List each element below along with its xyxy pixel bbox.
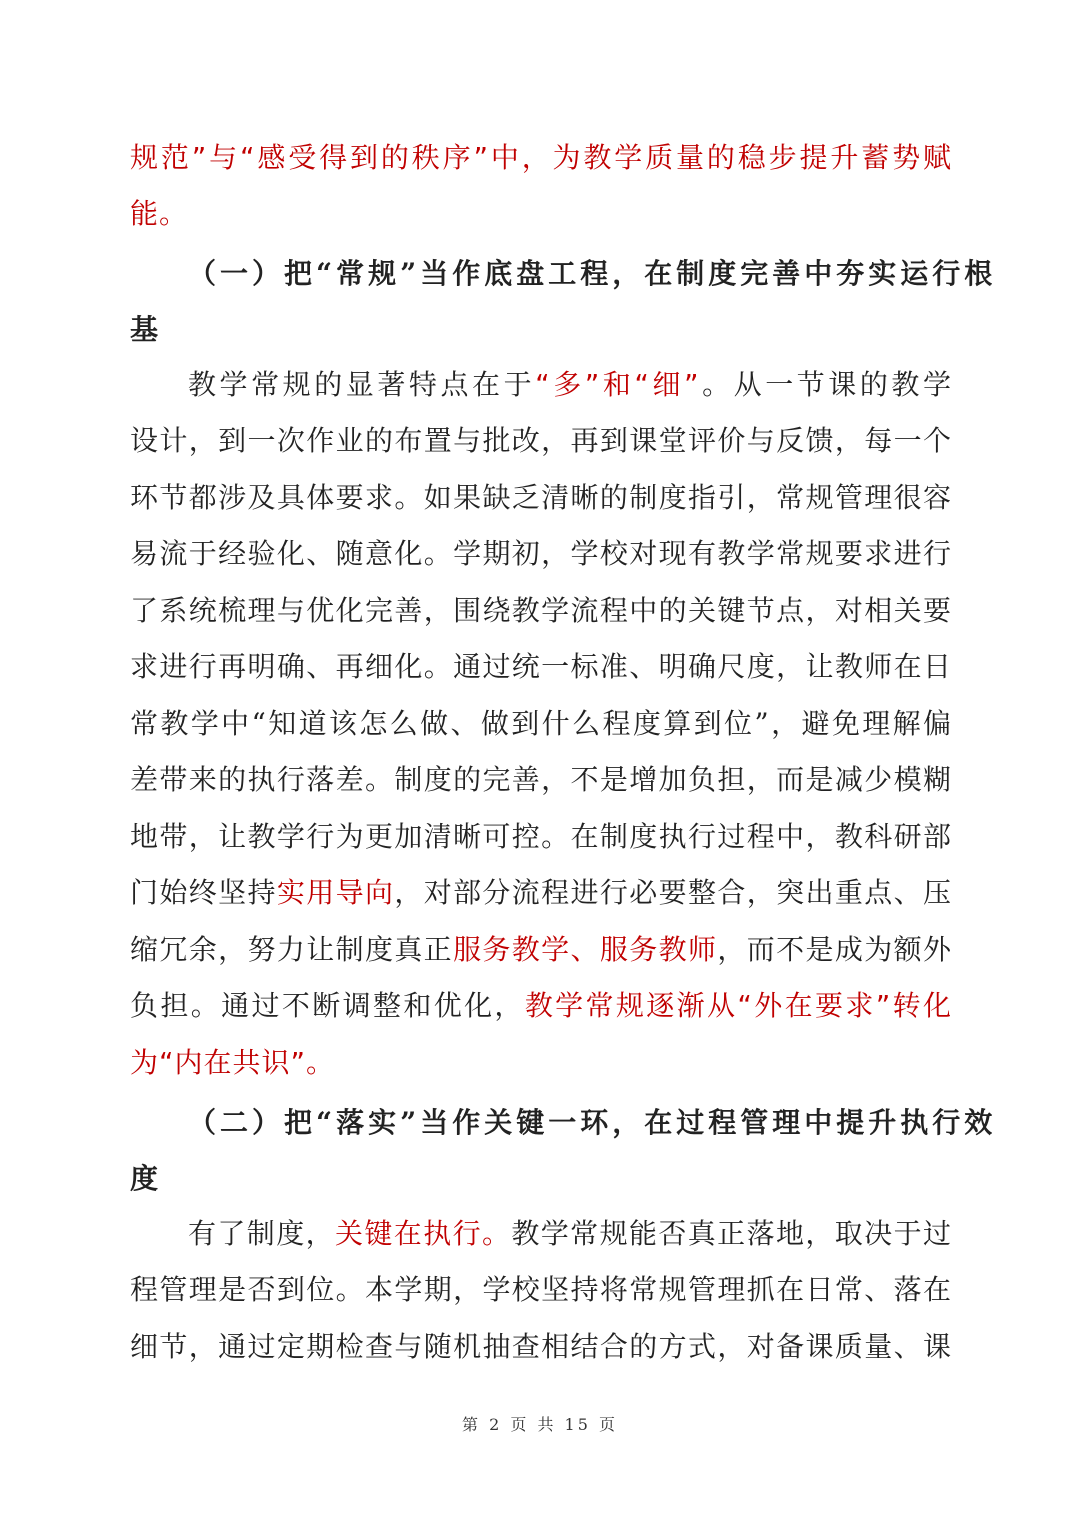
highlight-text: 服务教学、服务教师 [453,933,718,966]
paragraph-line [130,1041,952,1085]
body-text: 程管理是否到位。本学期，学校坚持将常规管理抓在日常、落在 [130,1273,952,1306]
highlight-text: 为“内在共识”。 [130,1046,336,1079]
body-text: 缩冗余，努力让制度真正 [130,933,454,966]
section-heading [130,308,952,352]
body-text: 设计，到一次作业的布置与批改，再到课堂评价与反馈，每一个 [130,424,952,457]
paragraph-line [130,1268,952,1312]
body-text: 常教学中“知道该怎么做、做到什么程度算到位”，避免理解偏 [130,707,952,740]
highlight-text: 能。 [130,197,189,230]
paragraph-line [130,702,952,746]
body-text: 有了制度， [188,1217,335,1250]
paragraph-line [188,363,952,407]
paragraph-line [130,1325,952,1369]
highlight-text: 关键在执行。 [335,1217,512,1250]
paragraph-line [130,758,952,802]
body-text: 差带来的执行落差。制度的完善，不是增加负担，而是减少模糊 [130,763,952,796]
body-text: 细节，通过定期检查与随机抽查相结合的方式，对备课质量、课 [130,1330,952,1363]
section-heading [188,1101,997,1145]
paragraph-line [130,928,952,972]
body-text: 地带，让教学行为更加清晰可控。在制度执行过程中，教科研部 [130,820,952,853]
paragraph-line [130,984,952,1028]
body-text: ，而不是成为额外 [717,933,952,966]
body-text: 教学常规能否真正落地，取决于过 [511,1217,952,1250]
section-heading [188,252,997,296]
body-text: 了系统梳理与优化完善，围绕教学流程中的关键节点，对相关要 [130,594,952,627]
section-heading [130,1157,952,1201]
paragraph-line [130,476,952,520]
body-text: 门始终坚持 [130,876,277,909]
body-text: 环节都涉及具体要求。如果缺乏清晰的制度指引，常规管理很容 [130,481,952,514]
paragraph-line [130,136,952,180]
paragraph-line [130,192,952,236]
heading-text: 度 [130,1162,163,1195]
body-text: 。从一节课的教学 [699,368,952,401]
highlight-text: 实用导向 [276,876,395,909]
page-number-footer: 第 2 页 共 15 页 [462,1415,618,1434]
paragraph-line [130,532,952,576]
paragraph-line [188,1212,952,1256]
body-text: 负担。通过不断调整和优化， [130,989,525,1022]
heading-text: 基 [130,313,163,346]
highlight-text: 规范”与“感受得到的秩序”中，为教学质量的稳步提升蓄势赋 [130,141,952,174]
heading-text: （一）把“常规”当作底盘工程，在制度完善中夯实运行根 [188,257,997,290]
highlight-text: 教学常规逐渐从“外在要求”转化 [524,989,952,1022]
paragraph-line [130,419,952,463]
heading-text: （二）把“落实”当作关键一环，在过程管理中提升执行效 [188,1106,997,1139]
body-text: 教学常规的显著特点在于 [188,368,536,401]
body-text: 求进行再明确、再细化。通过统一标准、明确尺度，让教师在日 [130,650,952,683]
body-text: 易流于经验化、随意化。学期初，学校对现有教学常规要求进行 [130,537,952,570]
paragraph-line [130,871,952,915]
body-text: ，对部分流程进行必要整合，突出重点、压 [394,876,952,909]
paragraph-line [130,815,952,859]
paragraph-line [130,589,952,633]
highlight-text: “多”和“细” [535,368,700,401]
paragraph-line [130,645,952,689]
